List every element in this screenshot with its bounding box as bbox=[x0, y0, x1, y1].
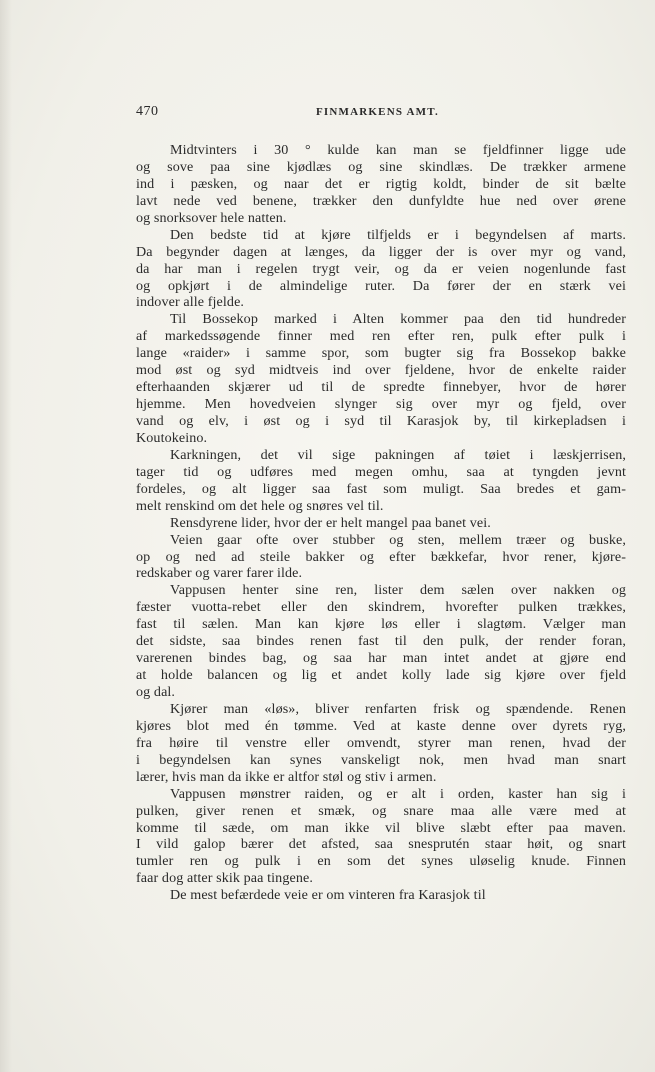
text-line: Vappusen henter sine ren, lister dem sælen over nakken og bbox=[170, 582, 626, 599]
paragraph bbox=[136, 582, 626, 701]
running-title: FINMARKENS AMT. bbox=[316, 106, 439, 118]
body-text bbox=[136, 142, 626, 904]
text-line: lange «raider» i samme spor, som bugter sig fra Bossekop bakke bbox=[136, 345, 626, 362]
paragraph bbox=[136, 786, 626, 888]
text-line: at holde balancen og lig et andet kolly lade sig kjøre over fjeld bbox=[136, 667, 626, 684]
text-line: faar dog atter skik paa tingene. bbox=[136, 870, 313, 887]
paragraph bbox=[136, 142, 626, 227]
paragraph bbox=[136, 311, 626, 447]
text-line: Da begynder dagen at længes, da ligger der is over myr og vand, bbox=[136, 243, 626, 260]
text-line: vand og elv, i øst og i syd til Karasjok by, til kirkepladsen i bbox=[136, 413, 626, 429]
text-line: af markedssøgende finner med ren efter ren, pulk efter pulk i bbox=[136, 328, 626, 345]
text-line: Den bedste tid at kjøre tilfjelds er i begyndelsen af marts. bbox=[170, 226, 626, 243]
text-line: kjøres blot med én tømme. Ved at kaste denne over dyrets ryg, bbox=[136, 717, 626, 734]
text-line: fordeles, og alt ligger saa fast som muligt. Saa bredes et gam- bbox=[136, 480, 626, 497]
text-line: fra høire til venstre eller omvendt, styrer man renen, hvad der bbox=[136, 734, 626, 751]
text-line: i begyndelsen kan synes vanskeligt nok, men hvad man snart bbox=[136, 751, 626, 768]
text-line: op og ned ad steile bakker og efter bækkefar, hvor rener, kjøre- bbox=[136, 548, 626, 565]
text-line: tumler ren og pulk i en som det synes uløselig knude. Finnen bbox=[136, 853, 626, 870]
text-line: Veien gaar ofte over stubber og sten, mellem træer og buske, bbox=[170, 531, 626, 548]
text-line: De mest befærdede veie er om vinteren fra Karasjok til bbox=[170, 887, 486, 904]
page-binding-shadow bbox=[0, 0, 12, 1072]
text-line: fæster vuotta-rebet eller den skindrem, hvorefter pulken trækkes, bbox=[136, 599, 626, 616]
text-line: ind i pæsken, og naar det er rigtig koldt, binder de sit bælte bbox=[136, 175, 626, 192]
paragraph bbox=[136, 701, 626, 786]
text-line: komme til sæde, om man ikke vil blive slæbt efter paa maven. bbox=[136, 819, 626, 836]
text-line: Til Bossekop marked i Alten kommer paa den tid hundreder bbox=[170, 311, 626, 328]
text-line: mod øst og syd midtveis ind over fjeldene, hvor de enkelte raider bbox=[136, 362, 626, 379]
text-line: og dal. bbox=[136, 684, 176, 700]
text-line: da har man i regelen trygt veir, og da er veien nogenlunde fast bbox=[136, 260, 626, 277]
text-line: Midtvinters i 30 ° kulde kan man se fjeldfinner ligge ude bbox=[170, 142, 626, 158]
text-line: Koutokeino. bbox=[136, 429, 208, 446]
text-line: Kjører man «løs», bliver renfarten frisk og spændende. Renen bbox=[170, 700, 626, 717]
paragraph bbox=[136, 447, 626, 515]
text-line: og snorksover hele natten. bbox=[136, 209, 287, 226]
text-line: I vild galop bærer det afsted, saa snesprutén staar høit, og snart bbox=[136, 836, 626, 853]
text-line: efterhaanden skjærer ud til de spredte finnebyer, hvor de hører bbox=[136, 379, 626, 396]
text-line: fast til sælen. Man kan kjøre løs eller i slagtøm. Vælger man bbox=[136, 616, 626, 633]
text-line: det sidste, saa bindes renen fast til den pulk, der render foran, bbox=[136, 633, 626, 650]
text-line: melt renskind om det hele og snøres vel til. bbox=[136, 497, 384, 514]
text-line: varerenen bindes bag, og saa har man intet andet at gjøre end bbox=[136, 650, 626, 667]
text-line: Rensdyrene lider, hvor der er helt mangel paa banet vei. bbox=[170, 514, 491, 531]
text-line: redskaber og varer farer ilde. bbox=[136, 565, 303, 582]
text-line: lærer, hvis man da ikke er altfor støl og stiv i armen. bbox=[136, 768, 437, 785]
paragraph bbox=[136, 515, 626, 532]
text-line: hjemme. Men hovedveien slynger sig over myr og fjeld, over bbox=[136, 396, 626, 413]
paragraph bbox=[136, 227, 626, 312]
text-line: indover alle fjelde. bbox=[136, 294, 245, 311]
text-line: lavt nede ved benene, trækker den dunfyldte hue ned over ørene bbox=[136, 192, 626, 209]
paragraph bbox=[136, 532, 626, 583]
text-line: Karkningen, det vil sige pakningen af tøiet i læskjerrisen, bbox=[170, 446, 626, 463]
paragraph bbox=[136, 887, 626, 904]
text-line: Vappusen mønstrer raiden, og er alt i orden, kaster han sig i bbox=[170, 785, 626, 802]
text-line: tager tid og udføres med megen omhu, saa at tyngden jevnt bbox=[136, 463, 626, 480]
page-number: 470 bbox=[136, 104, 159, 119]
text-line: og sove paa sine kjødlæs og sine skindlæs. De trækker armene bbox=[136, 158, 626, 175]
page-header bbox=[136, 104, 626, 126]
text-line: pulken, giver renen et smæk, og snare maa alle være med at bbox=[136, 802, 626, 819]
text-line: og opkjørt i de almindelige ruter. Da fører der en stærk vei bbox=[136, 277, 626, 294]
